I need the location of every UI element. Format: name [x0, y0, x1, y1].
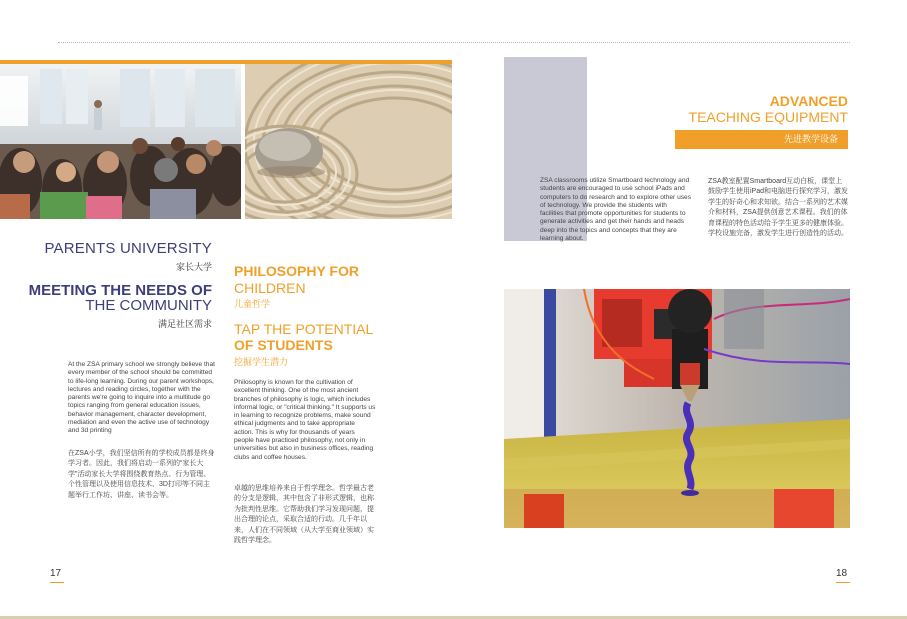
philosophy-heading-line2: CHILDREN [234, 280, 306, 296]
meeting-needs-heading-line1: MEETING THE NEEDS OF [28, 282, 212, 299]
philosophy-body-en: Philosophy is known for the cultivation of excellent thinking. One of the most ancient branches of philosophy is logic, which includes informal logic, or "critical thinking." It supports us in learning to recognize problems, make sound ethical judgments and to take appropriate action. This is why for thousands of years people have practiced philosophy, not only in universities but also in business offices, reading clubs and coffee houses. [234, 379, 376, 461]
advanced-heading: ADVANCED [769, 93, 848, 109]
teaching-equipment-body-cn: ZSA教室配置Smartboard互动白板，课堂上鼓励学生使用iPad和电脑进行探究学习，激发学生的好奇心和求知欲。结合一系列的艺术媒介和材料，ZSA提供创意艺术课程。我们的体育课程的特色活动给予学生更多的健康体验。学校设施完备，激发学生进行创造性的活动。 [708, 178, 849, 238]
3d-printer-photo [504, 289, 850, 528]
zen-sand-stone-photo [245, 64, 452, 219]
tap-potential-heading-cn: 挖掘学生潜力 [234, 357, 289, 367]
tap-potential-heading-line1: TAP THE POTENTIAL [234, 321, 374, 337]
parents-university-heading: PARENTS UNIVERSITY [44, 240, 212, 257]
parents-university-body-cn: 在ZSA小学，我们坚信所有的学校成员都是终身学习者。因此，我们将启动一系列的“家长大学”活动家长大学将围绕教育热点、行为管理、个性管理以及使用信息技术、3D打印等不同主题举行工作坊、讲座、读书会等。 [68, 450, 215, 499]
parents-university-heading-cn: 家长大学 [175, 262, 212, 272]
page-number-left-underline [50, 582, 64, 583]
classroom-audience-photo [0, 64, 241, 219]
page-number-right: 18 [836, 568, 848, 579]
philosophy-body-cn: 卓越的思维培养来自于哲学理念。哲学最古老的分支是逻辑，其中包含了非形式逻辑，也称为批判性思维。它帮助我们学习发现问题，提出合理的论点，采取合适的行动。几千年以来，人们在不同领域（从大学至商业领域）实践哲学理念。 [234, 485, 374, 545]
philosophy-heading-cn: 儿童哲学 [234, 299, 271, 309]
philosophy-heading-line1: PHILOSOPHY FOR [234, 263, 359, 279]
teaching-equipment-badge-cn: 先进教学设备 [675, 130, 848, 149]
parents-university-body-en: At the ZSA primary school we strongly believe that every member of the school should be committed to life-long learning. During our parent workshops, lectures and reading circles, together with the parents we're going to inquire into a multitude go topics ranging from general education issues, behavior management, character development, mediation and even the active use of technology and 3d printing [68, 361, 215, 435]
meeting-needs-heading-cn: 满足社区需求 [157, 319, 212, 329]
teaching-equipment-heading: TEACHING EQUIPMENT [688, 109, 848, 125]
teaching-equipment-body-en: ZSA classrooms utilize Smartboard technology and students are encouraged to use school iPads and computers to do research and to explore other uses of technology. We provide the students with facilities that promote opportunities for students to generate activities and get their hands and heads deep into the topics and concepts that they are learning about. [540, 177, 692, 243]
page-number-right-underline [836, 582, 850, 583]
tap-potential-heading-line2: OF STUDENTS [234, 337, 333, 353]
page-number-left: 17 [50, 568, 62, 579]
top-dotted-rule [58, 42, 850, 43]
meeting-needs-heading-line2: THE COMMUNITY [85, 297, 212, 314]
